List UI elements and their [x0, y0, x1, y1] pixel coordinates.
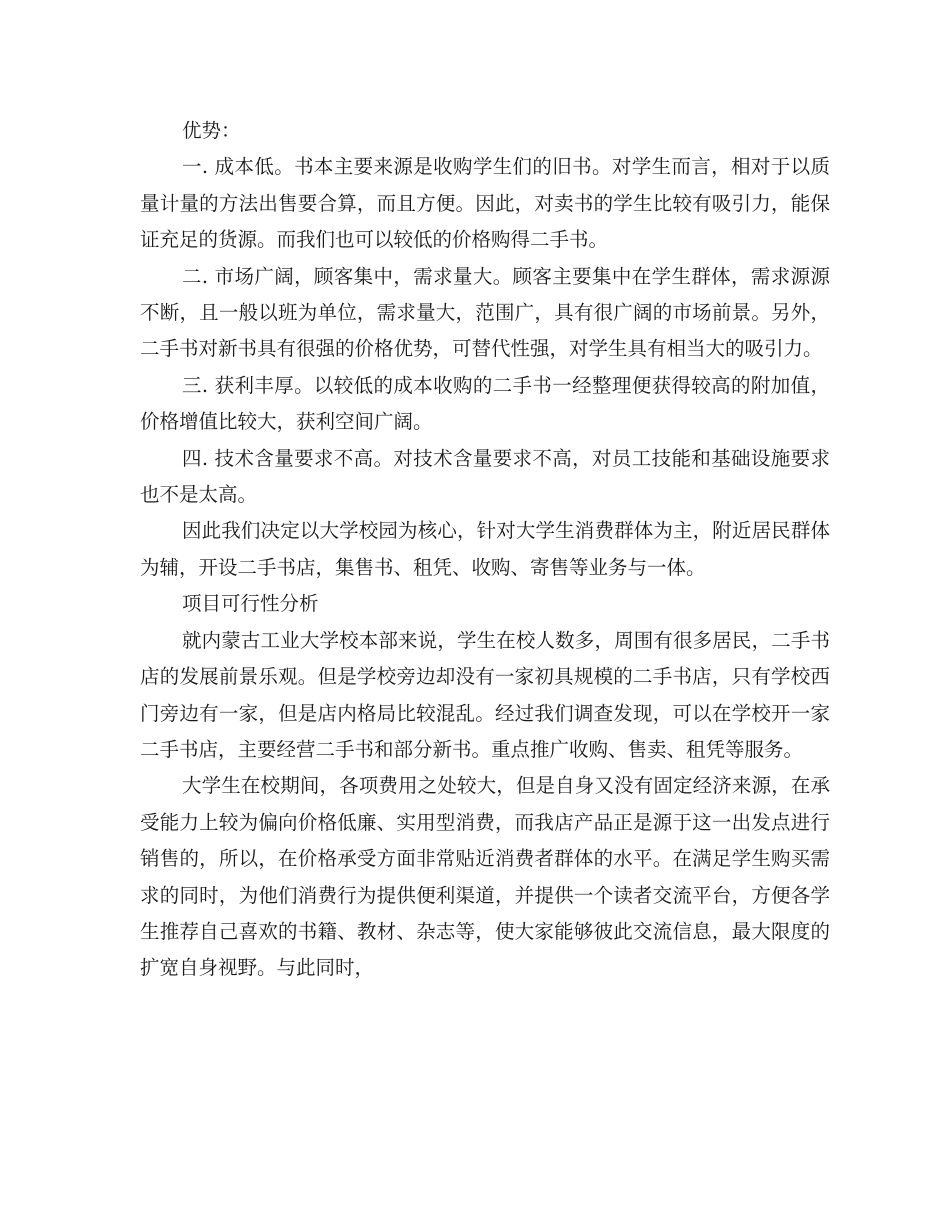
document-body — [140, 113, 830, 987]
section-heading-feasibility: 项目可行性分析 — [182, 592, 319, 616]
paragraph-student-spending: 大学生在校期间，各项费用之处较大，但是自身又没有固定经济来源，在承受能力上较为偏向价格低廉、实用型消费，而我店产品正是源于这一出发点进行销售的，所以，在价格承受方面非常贴近消费者群体的水平。在满足学生购买需求的同时，为他们消费行为提供便利渠道，并提供一个读者交流平台，方便各学生推荐自己喜欢的书籍、教材、杂志等，使大家能够彼此交流信息，最大限度的扩宽自身视野。与此同时， — [140, 774, 830, 980]
section-heading-advantages: 优势： — [182, 119, 241, 142]
paragraph-broad-market: 二. 市场广阔，顾客集中，需求量大。顾客主要集中在学生群体，需求源源不断，且一般以班为单位，需求量大，范围广，具有很广阔的市场前景。另外，二手书对新书具有很强的价格优势，可替代性强，对学生具有相当大的吸引力。 — [140, 264, 830, 361]
paragraph-high-profit: 三. 获利丰厚。以较低的成本收购的二手书一经整理便获得较高的附加值，价格增值比较大，获利空间广阔。 — [140, 373, 830, 434]
paragraph-decision: 因此我们决定以大学校园为核心，针对大学生消费群体为主，附近居民群体为辅，开设二手书店，集售书、租凭、收购、寄售等业务与一体。 — [140, 519, 830, 579]
paragraph-low-tech: 四. 技术含量要求不高。对技术含量要求不高，对员工技能和基础设施要求也不是太高。 — [140, 446, 830, 507]
paragraph-campus-analysis: 就内蒙古工业大学校本部来说，学生在校人数多，周围有很多居民，二手书店的发展前景乐观。但是学校旁边却没有一家初具规模的二手书店，只有学校西门旁边有一家，但是店内格局比较混乱。经过我们调查发现，可以在学校开一家二手书店，主要经营二手书和部分新书。重点推广收购、售卖、租凭等服务。 — [140, 628, 830, 761]
paragraph-low-cost: 一. 成本低。书本主要来源是收购学生们的旧书。对学生而言，相对于以质量计量的方法出售要合算，而且方便。因此，对卖书的学生比较有吸引力，能保证充足的货源。而我们也可以较低的价格购得二手书。 — [140, 155, 830, 252]
